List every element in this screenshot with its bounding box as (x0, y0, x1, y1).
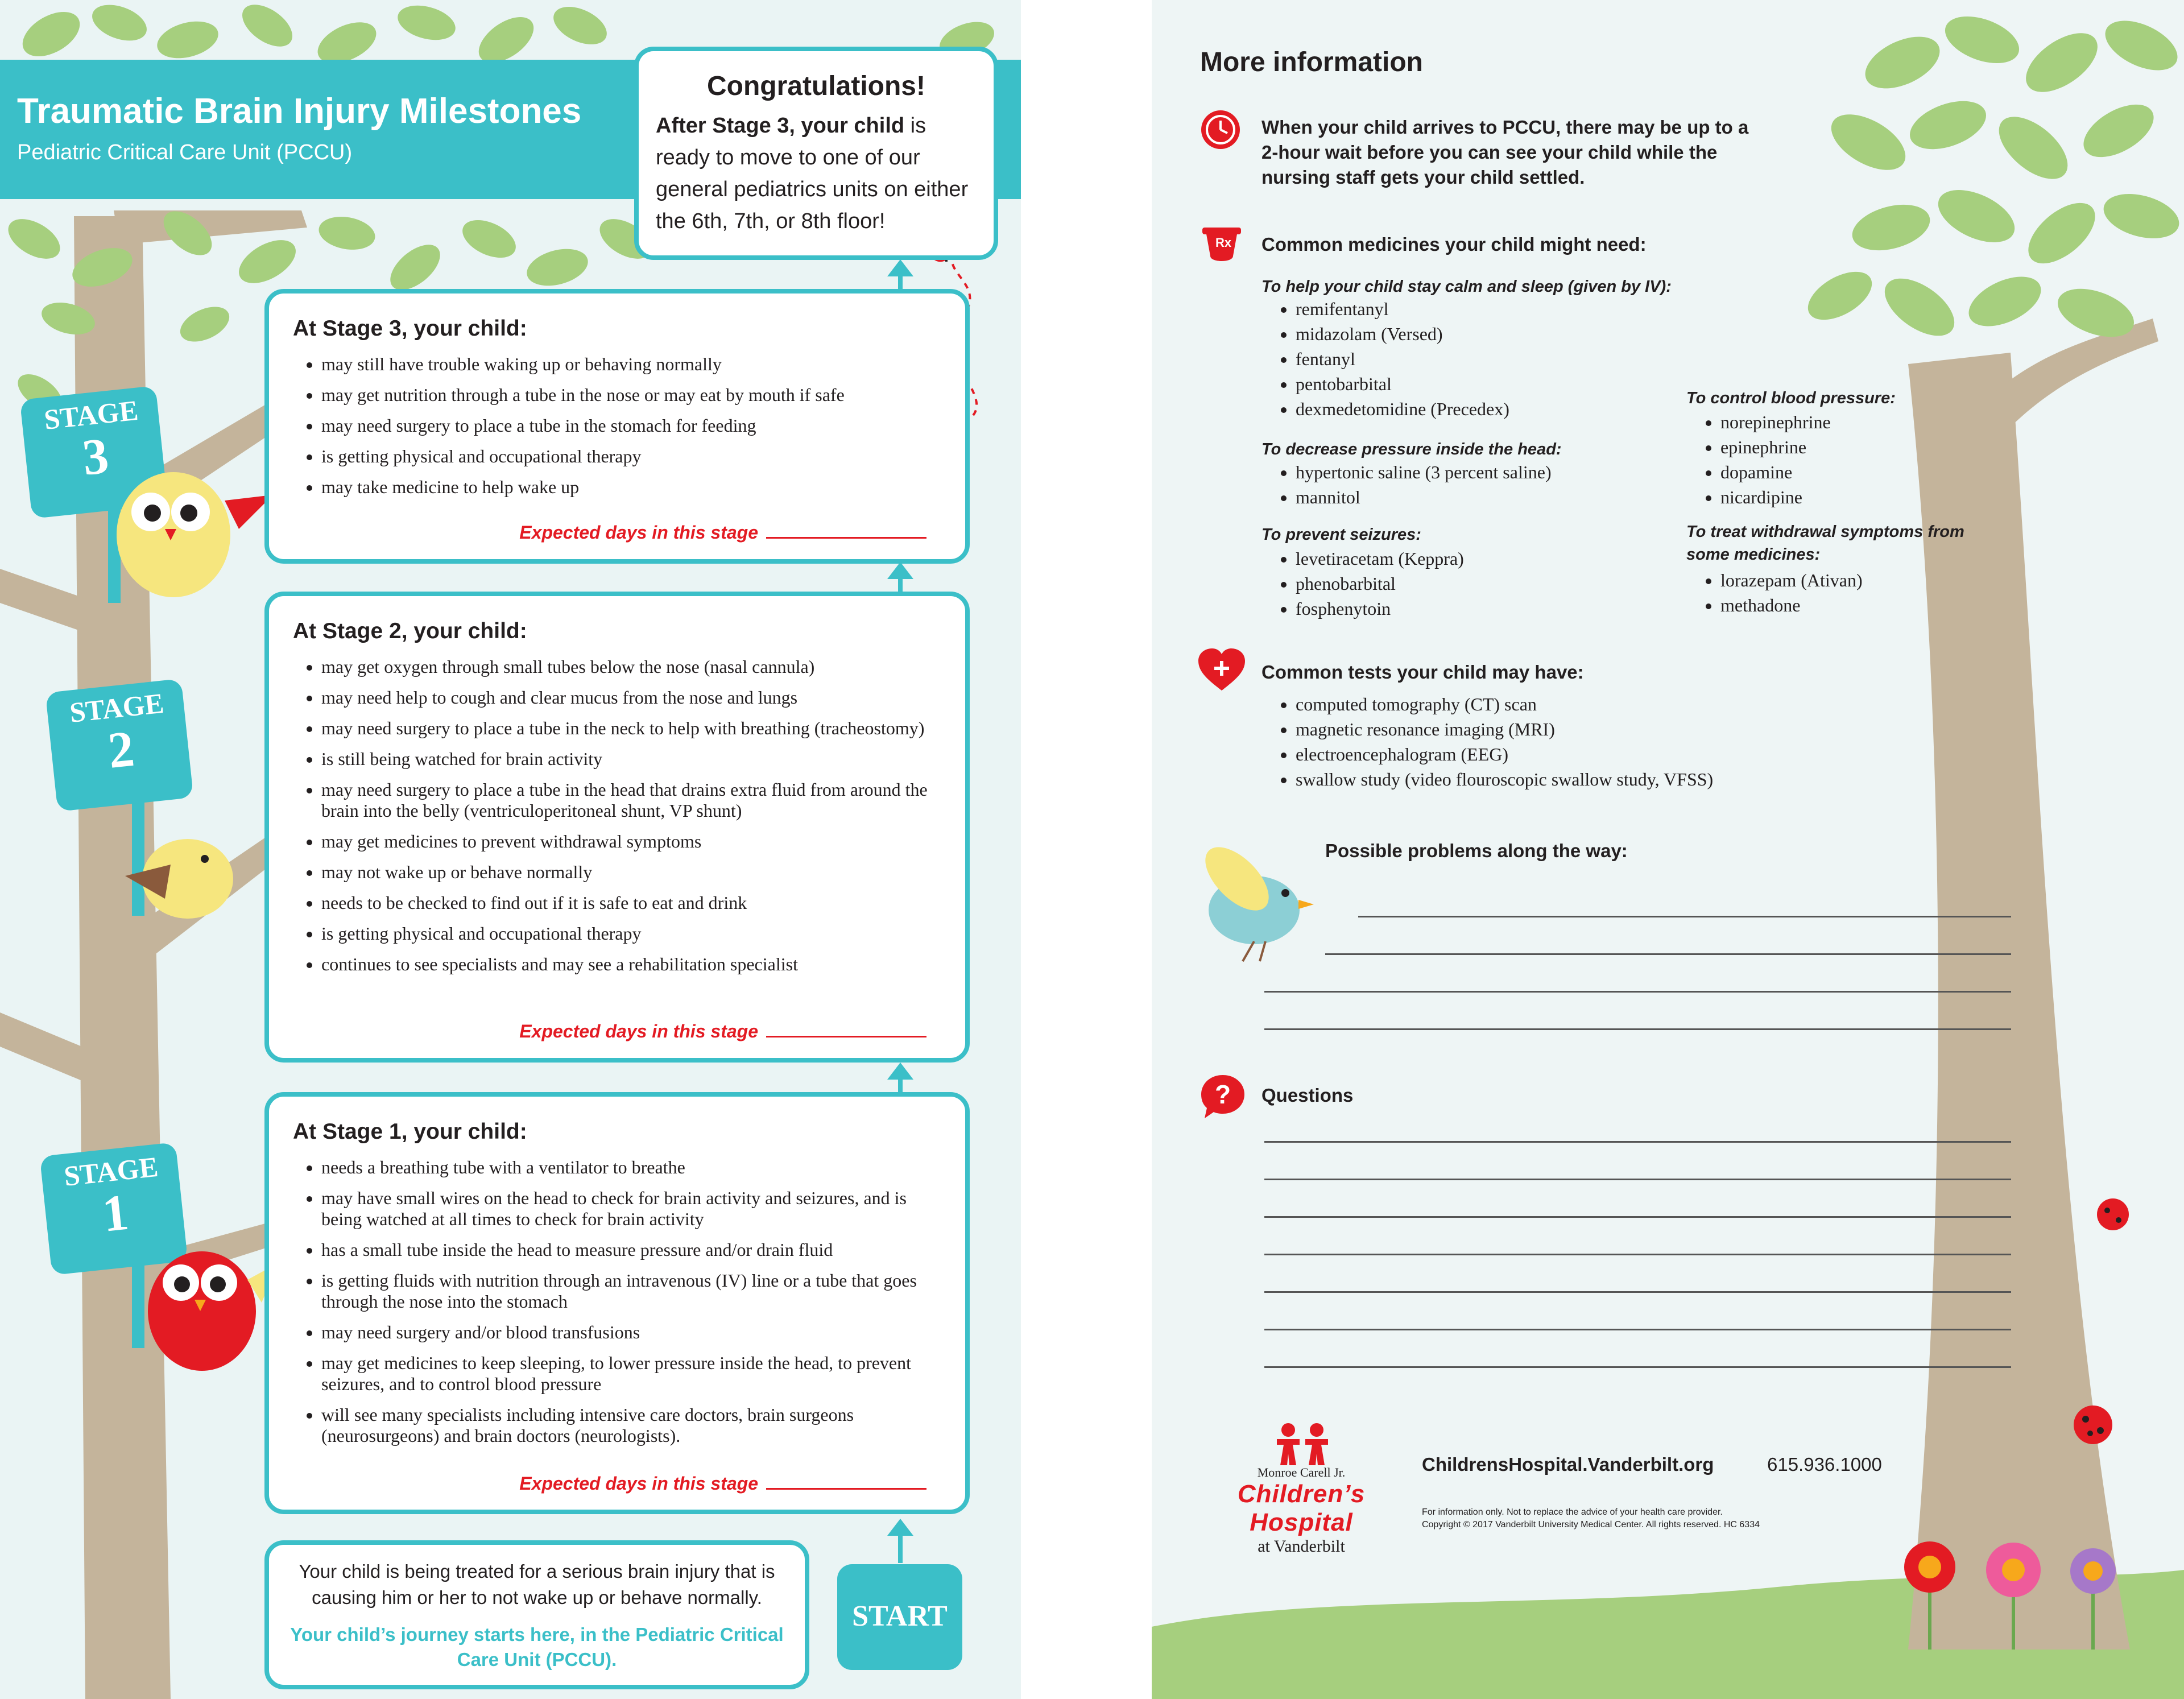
stage3-sign-text (22, 391, 166, 490)
list-item: • is getting fluids with nutrition through an intravenous (IV) line or a tube that goes through the nose into the stomach (321, 1270, 941, 1312)
clock-icon (1200, 109, 1241, 150)
list-item: • magnetic resonance imaging (MRI) (1296, 717, 1713, 742)
list-item: • levetiracetam (Keppra) (1296, 546, 1464, 571)
list-item: • dopamine (1720, 460, 1831, 485)
congratulations-card (634, 47, 998, 260)
intro-card (264, 1540, 809, 1689)
disclaimer-line: For information only. Not to replace the advice of your health care provider. (1422, 1507, 1723, 1517)
list-item: • norepinephrine (1720, 410, 1831, 435)
sign-number: 2 (105, 720, 137, 779)
calm-medicines-list (1261, 296, 1509, 421)
disclaimer (1422, 1506, 1760, 1531)
list-item: • needs to be checked to find out if it is safe to eat and drink (321, 892, 941, 913)
left-panel (0, 0, 1021, 1699)
list-item: • may get oxygen through small tubes below the nose (nasal cannula) (321, 656, 941, 677)
congratulations-text (656, 110, 977, 237)
congratulations-lead: After Stage 3, your child (656, 114, 905, 138)
heart-icon (1197, 647, 1246, 692)
branch (1988, 319, 2158, 432)
hospital-logo-icon (1271, 1422, 1334, 1466)
problems-write-line[interactable] (1358, 916, 2011, 917)
expected-days-blank (766, 521, 926, 539)
list-item: • epinephrine (1720, 435, 1831, 460)
website-link[interactable]: ChildrensHospital.Vanderbilt.org (1422, 1454, 1714, 1475)
problems-write-line[interactable] (1325, 953, 2011, 955)
phone-number: 615.936.1000 (1767, 1454, 1882, 1475)
canopy-leaves (1800, 7, 2184, 348)
start-label: START (852, 1600, 948, 1632)
list-item: • lorazepam (Ativan) (1720, 568, 1863, 593)
stage2-heading: At Stage 2, your child: (293, 619, 527, 643)
sign-label: STAGE (62, 1150, 160, 1192)
expected-days-label: Expected days in this stage (519, 1473, 758, 1494)
stage1-sign-text (42, 1148, 186, 1247)
tests-list (1261, 692, 1713, 792)
list-item: • remifentanyl (1296, 296, 1509, 321)
sign-label: STAGE (68, 687, 166, 729)
stage3-expected-days (519, 521, 926, 543)
stage2-card (264, 592, 970, 1063)
list-item: • swallow study (video flouroscopic swallow study, VFSS) (1296, 767, 1713, 792)
seizure-medicines-list (1261, 546, 1464, 621)
ladybug-icon (2074, 1406, 2112, 1444)
list-item: • may have small wires on the head to check for brain activity and seizures, and is being watched at all times to check for brain activity (321, 1188, 941, 1230)
list-item: • may get medicines to prevent withdrawal symptoms (321, 831, 941, 852)
question-icon (1200, 1074, 1246, 1119)
list-item: • hypertonic saline (3 percent saline) (1296, 460, 1552, 485)
questions-write-line[interactable] (1264, 1254, 2011, 1255)
list-item: • midazolam (Versed) (1296, 321, 1509, 346)
questions-write-line[interactable] (1264, 1329, 2011, 1330)
blue-bird-icon (1194, 836, 1314, 961)
withdrawal-medicines-list (1686, 568, 1863, 618)
stage3-list (293, 354, 941, 498)
list-item: • may still have trouble waking up or behaving normally (321, 354, 941, 375)
list-item: • has a small tube inside the head to measure pressure and/or drain fluid (321, 1239, 941, 1260)
medicine-group-label: To control blood pressure: (1686, 389, 1896, 407)
medicines-heading: Common medicines your child might need: (1261, 234, 1647, 255)
logo-name: Children’s Hospital (1237, 1480, 1366, 1536)
list-item: • nicardipine (1720, 485, 1831, 510)
right-panel (1152, 0, 2184, 1699)
questions-write-line[interactable] (1264, 1366, 2011, 1368)
list-item: • may need surgery and/or blood transfusions (321, 1322, 941, 1343)
expected-days-label: Expected days in this stage (519, 1021, 758, 1041)
list-item: • fentanyl (1296, 346, 1509, 371)
questions-heading: Questions (1261, 1085, 1354, 1106)
sign-number: 3 (80, 427, 111, 486)
list-item: • is still being watched for brain activity (321, 749, 941, 770)
stage1-list (293, 1157, 941, 1446)
document-title: Traumatic Brain Injury Milestones (17, 92, 582, 131)
tests-heading: Common tests your child may have: (1261, 662, 1584, 683)
ladybug-icon (2097, 1198, 2129, 1230)
sign-label: STAGE (42, 394, 140, 436)
stage3-heading: At Stage 3, your child: (293, 316, 527, 341)
list-item: • may need surgery to place a tube in the neck to help with breathing (tracheostomy) (321, 718, 941, 739)
list-item: • computed tomography (CT) scan (1296, 692, 1713, 717)
list-item: • may not wake up or behave normally (321, 862, 941, 883)
list-item: • may take medicine to help wake up (321, 477, 941, 498)
copyright-line: Copyright © 2017 Vanderbilt University Medical Center. All rights reserved. HC 6334 (1422, 1520, 1760, 1529)
problems-write-line[interactable] (1264, 1028, 2011, 1030)
stage1-card (264, 1092, 970, 1514)
list-item: • phenobarbital (1296, 571, 1464, 596)
list-item: • may get nutrition through a tube in the nose or may eat by mouth if safe (321, 385, 941, 406)
intro-start-text: Your child’s journey starts here, in the Pediatric Critical Care Unit (PCCU). (290, 1624, 784, 1670)
medicine-group-label: To prevent seizures: (1261, 526, 1421, 544)
wait-time-note: When your child arrives to PCCU, there may be up to a 2-hour wait before you can see your child while the nursing staff gets your child settled. (1261, 117, 1749, 188)
red-owl-icon (148, 1251, 279, 1371)
congratulations-title: Congratulations! (707, 71, 925, 101)
intro-text: Your child is being treated for a serious brain injury that is causing him or her to not wake up or behave normally. (299, 1561, 775, 1608)
problems-heading: Possible problems along the way: (1325, 840, 1628, 861)
sign-number: 1 (100, 1184, 131, 1243)
questions-write-line[interactable] (1264, 1141, 2011, 1143)
prescription-symbol: Rx (1215, 235, 1232, 250)
problems-write-line[interactable] (1264, 991, 2011, 993)
list-item: • needs a breathing tube with a ventilator to breathe (321, 1157, 941, 1178)
stage1-heading: At Stage 1, your child: (293, 1119, 527, 1144)
document-subtitle: Pediatric Critical Care Unit (PCCU) (17, 140, 353, 164)
yellow-owl-icon (117, 472, 273, 597)
list-item: • may need surgery to place a tube in the stomach for feeding (321, 415, 941, 436)
list-item: • methadone (1720, 593, 1863, 618)
more-information-heading: More information (1200, 47, 1423, 77)
pressure-medicines-list (1261, 460, 1552, 510)
medicine-group-label: To decrease pressure inside the head: (1261, 440, 1562, 458)
list-item: • may get medicines to keep sleeping, to lower pressure inside the head, to prevent seizures, and to control blood pressure (321, 1353, 941, 1395)
expected-days-blank (766, 1472, 926, 1490)
questions-write-line[interactable] (1264, 1291, 2011, 1293)
questions-write-line[interactable] (1264, 1216, 2011, 1218)
expected-days-blank (766, 1020, 926, 1037)
logo-top-line: Monroe Carell Jr. (1257, 1465, 1346, 1479)
list-item: • fosphenytoin (1296, 596, 1464, 621)
medicine-group-label: To treat withdrawal symptoms from some medicines: (1686, 523, 1964, 564)
list-item: • is getting physical and occupational therapy (321, 923, 941, 944)
stage3-card (264, 289, 970, 564)
hospital-logo (1207, 1465, 1395, 1556)
stage2-expected-days (519, 1020, 926, 1042)
stage1-expected-days (519, 1472, 926, 1494)
blood-pressure-medicines-list (1686, 410, 1831, 510)
list-item: • pentobarbital (1296, 371, 1509, 396)
svg-text:?: ? (1214, 1080, 1231, 1109)
congratulations-body: is ready to move to one of our general pediatrics units on either the 6th, 7th, or 8th floor! (656, 114, 969, 233)
list-item: • will see many specialists including intensive care doctors, brain surgeons (neurosurgeons) and brain doctors (neurologists). (321, 1404, 941, 1446)
logo-bottom-line: at Vanderbilt (1258, 1537, 1345, 1556)
list-item: • dexmedetomidine (Precedex) (1296, 396, 1509, 421)
list-item: • electroencephalogram (EEG) (1296, 742, 1713, 767)
list-item: • may need help to cough and clear mucus from the nose and lungs (321, 687, 941, 708)
list-item: • is getting physical and occupational therapy (321, 446, 941, 467)
expected-days-label: Expected days in this stage (519, 522, 758, 543)
medicine-group-label: To help your child stay calm and sleep (given by IV): (1261, 278, 1672, 296)
list-item: • mannitol (1296, 485, 1552, 510)
list-item: • continues to see specialists and may see a rehabilitation specialist (321, 954, 941, 975)
questions-write-line[interactable] (1264, 1179, 2011, 1180)
stage2-list (293, 656, 941, 975)
stage2-sign-text (47, 684, 192, 783)
list-item: • may need surgery to place a tube in the head that drains extra fluid from around the brain into the belly (ventriculoperitoneal shunt, VP shunt) (321, 779, 941, 821)
